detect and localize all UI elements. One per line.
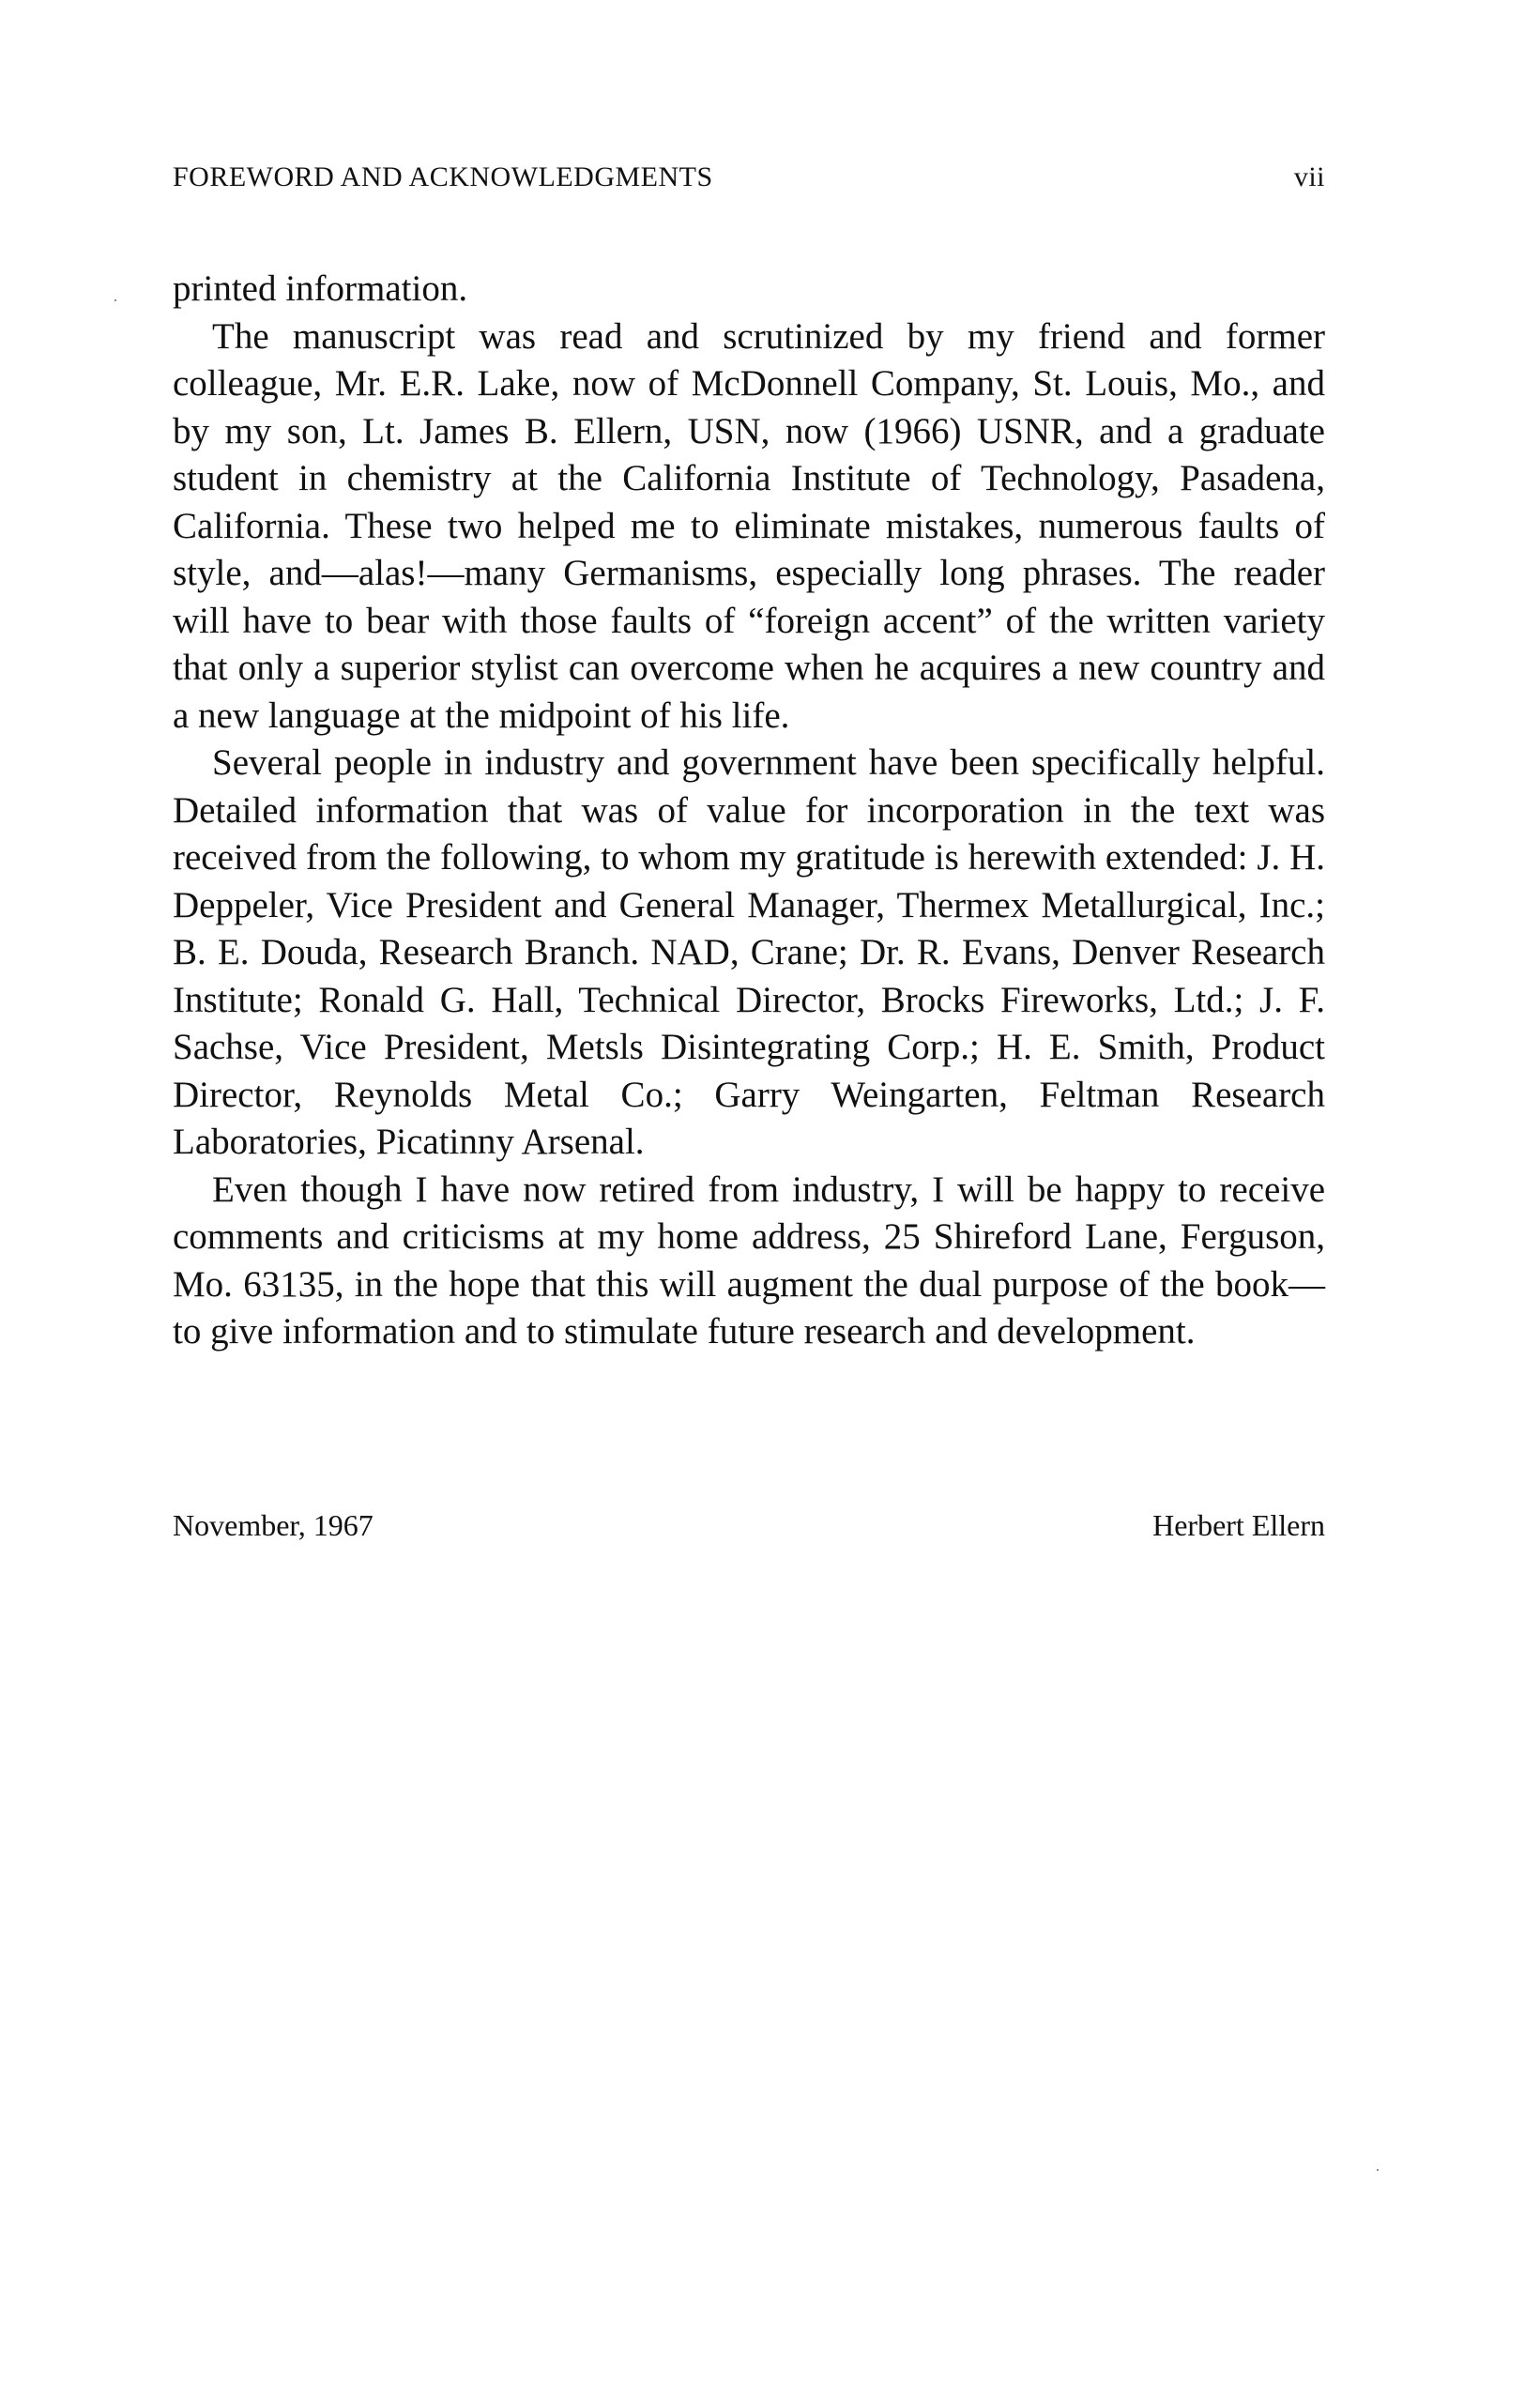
scan-speck (1377, 2169, 1379, 2171)
paragraph-manuscript-review: The manuscript was read and scrutinized by my friend and former colleague, Mr. E.R. Lake, now of McDonnell Company, St. Louis, Mo., and by my son, Lt. James B. Ellern, USN, now (1966) USNR, and a graduate student in chemistry at the California Institute of Technology, Pasadena, California. These two helped me to eliminate mistakes, numerous faults of style, and—alas!—many Germanisms, especially long phrases. The reader will have to bear with those faults of “foreign accent” of the written variety that only a superior stylist can overcome when he acquires a new country and a new language at the midpoint of his life. (173, 315, 1325, 736)
paragraph-comments-invitation: Even though I have now retired from industry, I will be happy to receive comments and criticisms at my home address, 25 Shireford Lane, Ferguson, Mo. 63135, in the hope that this will augment the dual purpose of the book—to give information and to stimulate future research and development. (173, 1169, 1325, 1352)
running-head (173, 161, 1325, 208)
paragraph-industry-thanks: Several people in industry and government have been specifically helpful. Detailed information that was of value for incorporation in the text was received from the following, to whom my gratitude is herewith extended: J. H. Deppeler, Vice President and General Manager, Thermex Metallurgical, Inc.; B. E. Douda, Research Branch. NAD, Crane; Dr. R. Evans, Denver Research Institute; Ronald G. Hall, Technical Director, Brocks Fireworks, Ltd.; J. F. Sachse, Vice President, Metsls Disintegrating Corp.; H. E. Smith, Product Director, Reynolds Metal Co.; Garry Weingarten, Feltman Research Laboratories, Picatinny Arsenal. (173, 742, 1325, 1162)
paragraph-continuation: printed information. (173, 268, 468, 309)
page-number: vii (1293, 161, 1325, 192)
body-text (173, 266, 1325, 1356)
scan-speck (114, 299, 116, 301)
signoff-author: Herbert Ellern (1152, 1508, 1325, 1542)
running-head-title: FOREWORD AND ACKNOWLEDGMENTS (173, 161, 713, 192)
signoff (173, 1508, 1325, 1543)
signoff-date: November, 1967 (173, 1508, 374, 1542)
